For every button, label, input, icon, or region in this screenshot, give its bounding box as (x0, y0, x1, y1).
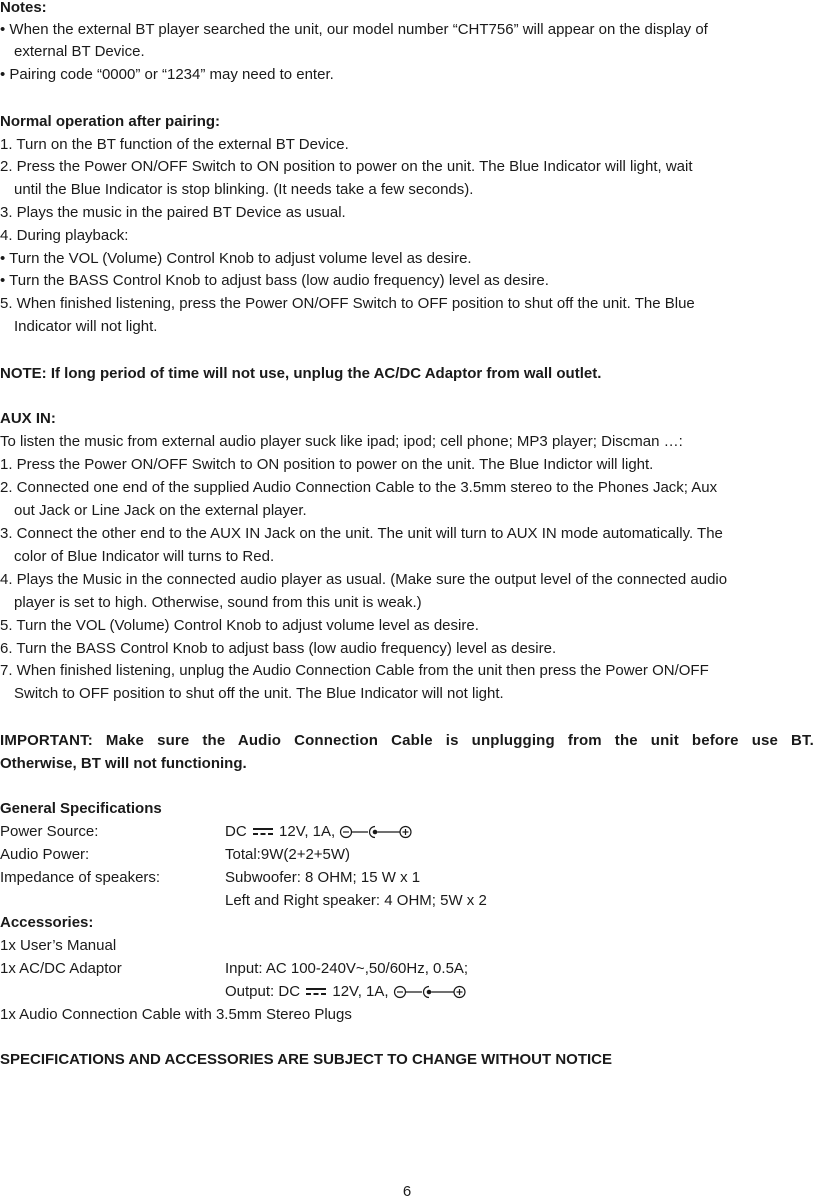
normal-step-1: 1. Turn on the BT function of the external BT Device. (0, 136, 349, 153)
aux-step-3-cont: color of Blue Indicator will turns to Red. (14, 548, 275, 565)
audio-power-label: Audio Power: (0, 846, 90, 863)
adaptor-output-rating: 12V, 1A, (332, 983, 389, 1000)
normal-step-4: 4. During playback: (0, 227, 129, 244)
dc-symbol-icon (304, 986, 328, 998)
aux-heading: AUX IN: (0, 410, 56, 427)
polarity-symbol-icon (339, 825, 413, 839)
aux-step-5: 5. Turn the VOL (Volume) Control Knob to adjust volume level as desire. (0, 617, 479, 634)
normal-step-2-cont: until the Blue Indicator is stop blinking. (It needs take a few seconds). (14, 181, 474, 198)
adaptor-output-label: Output: DC (225, 983, 301, 1000)
aux-step-4: 4. Plays the Music in the connected audio player as usual. (Make sure the output level of the connected audio (0, 571, 728, 588)
aux-step-7: 7. When finished listening, unplug the Audio Connection Cable from the unit then press the Power ON/OFF (0, 662, 709, 679)
power-source-dc-label: DC (225, 823, 247, 840)
normal-operation-heading: Normal operation after pairing: (0, 113, 221, 130)
normal-bullet-vol: • Turn the VOL (Volume) Control Knob to adjust volume level as desire. (0, 250, 472, 267)
power-source-value (225, 824, 413, 842)
audio-power-value: Total:9W(2+2+5W) (225, 846, 351, 863)
aux-step-3: 3. Connect the other end to the AUX IN Jack on the unit. The unit will turn to AUX IN mode automatically. The (0, 525, 723, 542)
dc-symbol-icon (251, 826, 275, 838)
power-source-rating: 12V, 1A, (279, 823, 336, 840)
aux-step-2-cont: out Jack or Line Jack on the external player. (14, 502, 307, 519)
aux-step-2: 2. Connected one end of the supplied Audio Connection Cable to the 3.5mm stereo to the Phones Jack; Aux (0, 479, 718, 496)
important-line-2: Otherwise, BT will not functioning. (0, 755, 247, 772)
accessory-cable: 1x Audio Connection Cable with 3.5mm Stereo Plugs (0, 1006, 352, 1023)
accessories-heading: Accessories: (0, 914, 94, 931)
polarity-symbol-icon (393, 985, 467, 999)
accessory-adaptor: 1x AC/DC Adaptor (0, 960, 122, 977)
normal-step-5: 5. When finished listening, press the Power ON/OFF Switch to OFF position to shut off the unit. The Blue (0, 295, 695, 312)
adaptor-input: Input: AC 100-240V~,50/60Hz, 0.5A; (225, 960, 469, 977)
impedance-left-right: Left and Right speaker: 4 OHM; 5W x 2 (225, 892, 487, 909)
important-line-1: IMPORTANT: Make sure the Audio Connection Cable is unplugging from the unit before use BT. (0, 732, 814, 749)
aux-intro: To listen the music from external audio player suck like ipad; ipod; cell phone; MP3 player; Discman …: (0, 433, 683, 450)
specs-heading: General Specifications (0, 800, 162, 817)
adaptor-output (225, 984, 467, 1002)
aux-step-7-cont: Switch to OFF position to shut off the unit. The Blue Indicator will not light. (14, 685, 504, 702)
accessory-manual: 1x User’s Manual (0, 937, 117, 954)
note-unplug: NOTE: If long period of time will not use, unplug the AC/DC Adaptor from wall outlet. (0, 365, 602, 382)
normal-step-5-cont: Indicator will not light. (14, 318, 158, 335)
notes-bullet-2: • Pairing code “0000” or “1234” may need to enter. (0, 66, 334, 83)
aux-step-4-cont: player is set to high. Otherwise, sound from this unit is weak.) (14, 594, 422, 611)
footer-notice: SPECIFICATIONS AND ACCESSORIES ARE SUBJECT TO CHANGE WITHOUT NOTICE (0, 1051, 612, 1068)
normal-bullet-bass: • Turn the BASS Control Knob to adjust bass (low audio frequency) level as desire. (0, 272, 549, 289)
normal-step-3: 3. Plays the music in the paired BT Device as usual. (0, 204, 346, 221)
power-source-label: Power Source: (0, 823, 99, 840)
aux-step-1: 1. Press the Power ON/OFF Switch to ON position to power on the unit. The Blue Indictor will light. (0, 456, 654, 473)
normal-step-2: 2. Press the Power ON/OFF Switch to ON position to power on the unit. The Blue Indicator will light, wait (0, 158, 693, 175)
notes-bullet-1: • When the external BT player searched the unit, our model number “CHT756” will appear on the display of (0, 21, 708, 38)
aux-step-6: 6. Turn the BASS Control Knob to adjust bass (low audio frequency) level as desire. (0, 640, 557, 657)
page-number: 6 (402, 1183, 412, 1200)
impedance-subwoofer: Subwoofer: 8 OHM; 15 W x 1 (225, 869, 421, 886)
notes-heading: Notes: (0, 0, 47, 16)
notes-bullet-1-cont: external BT Device. (14, 43, 145, 60)
impedance-label: Impedance of speakers: (0, 869, 161, 886)
